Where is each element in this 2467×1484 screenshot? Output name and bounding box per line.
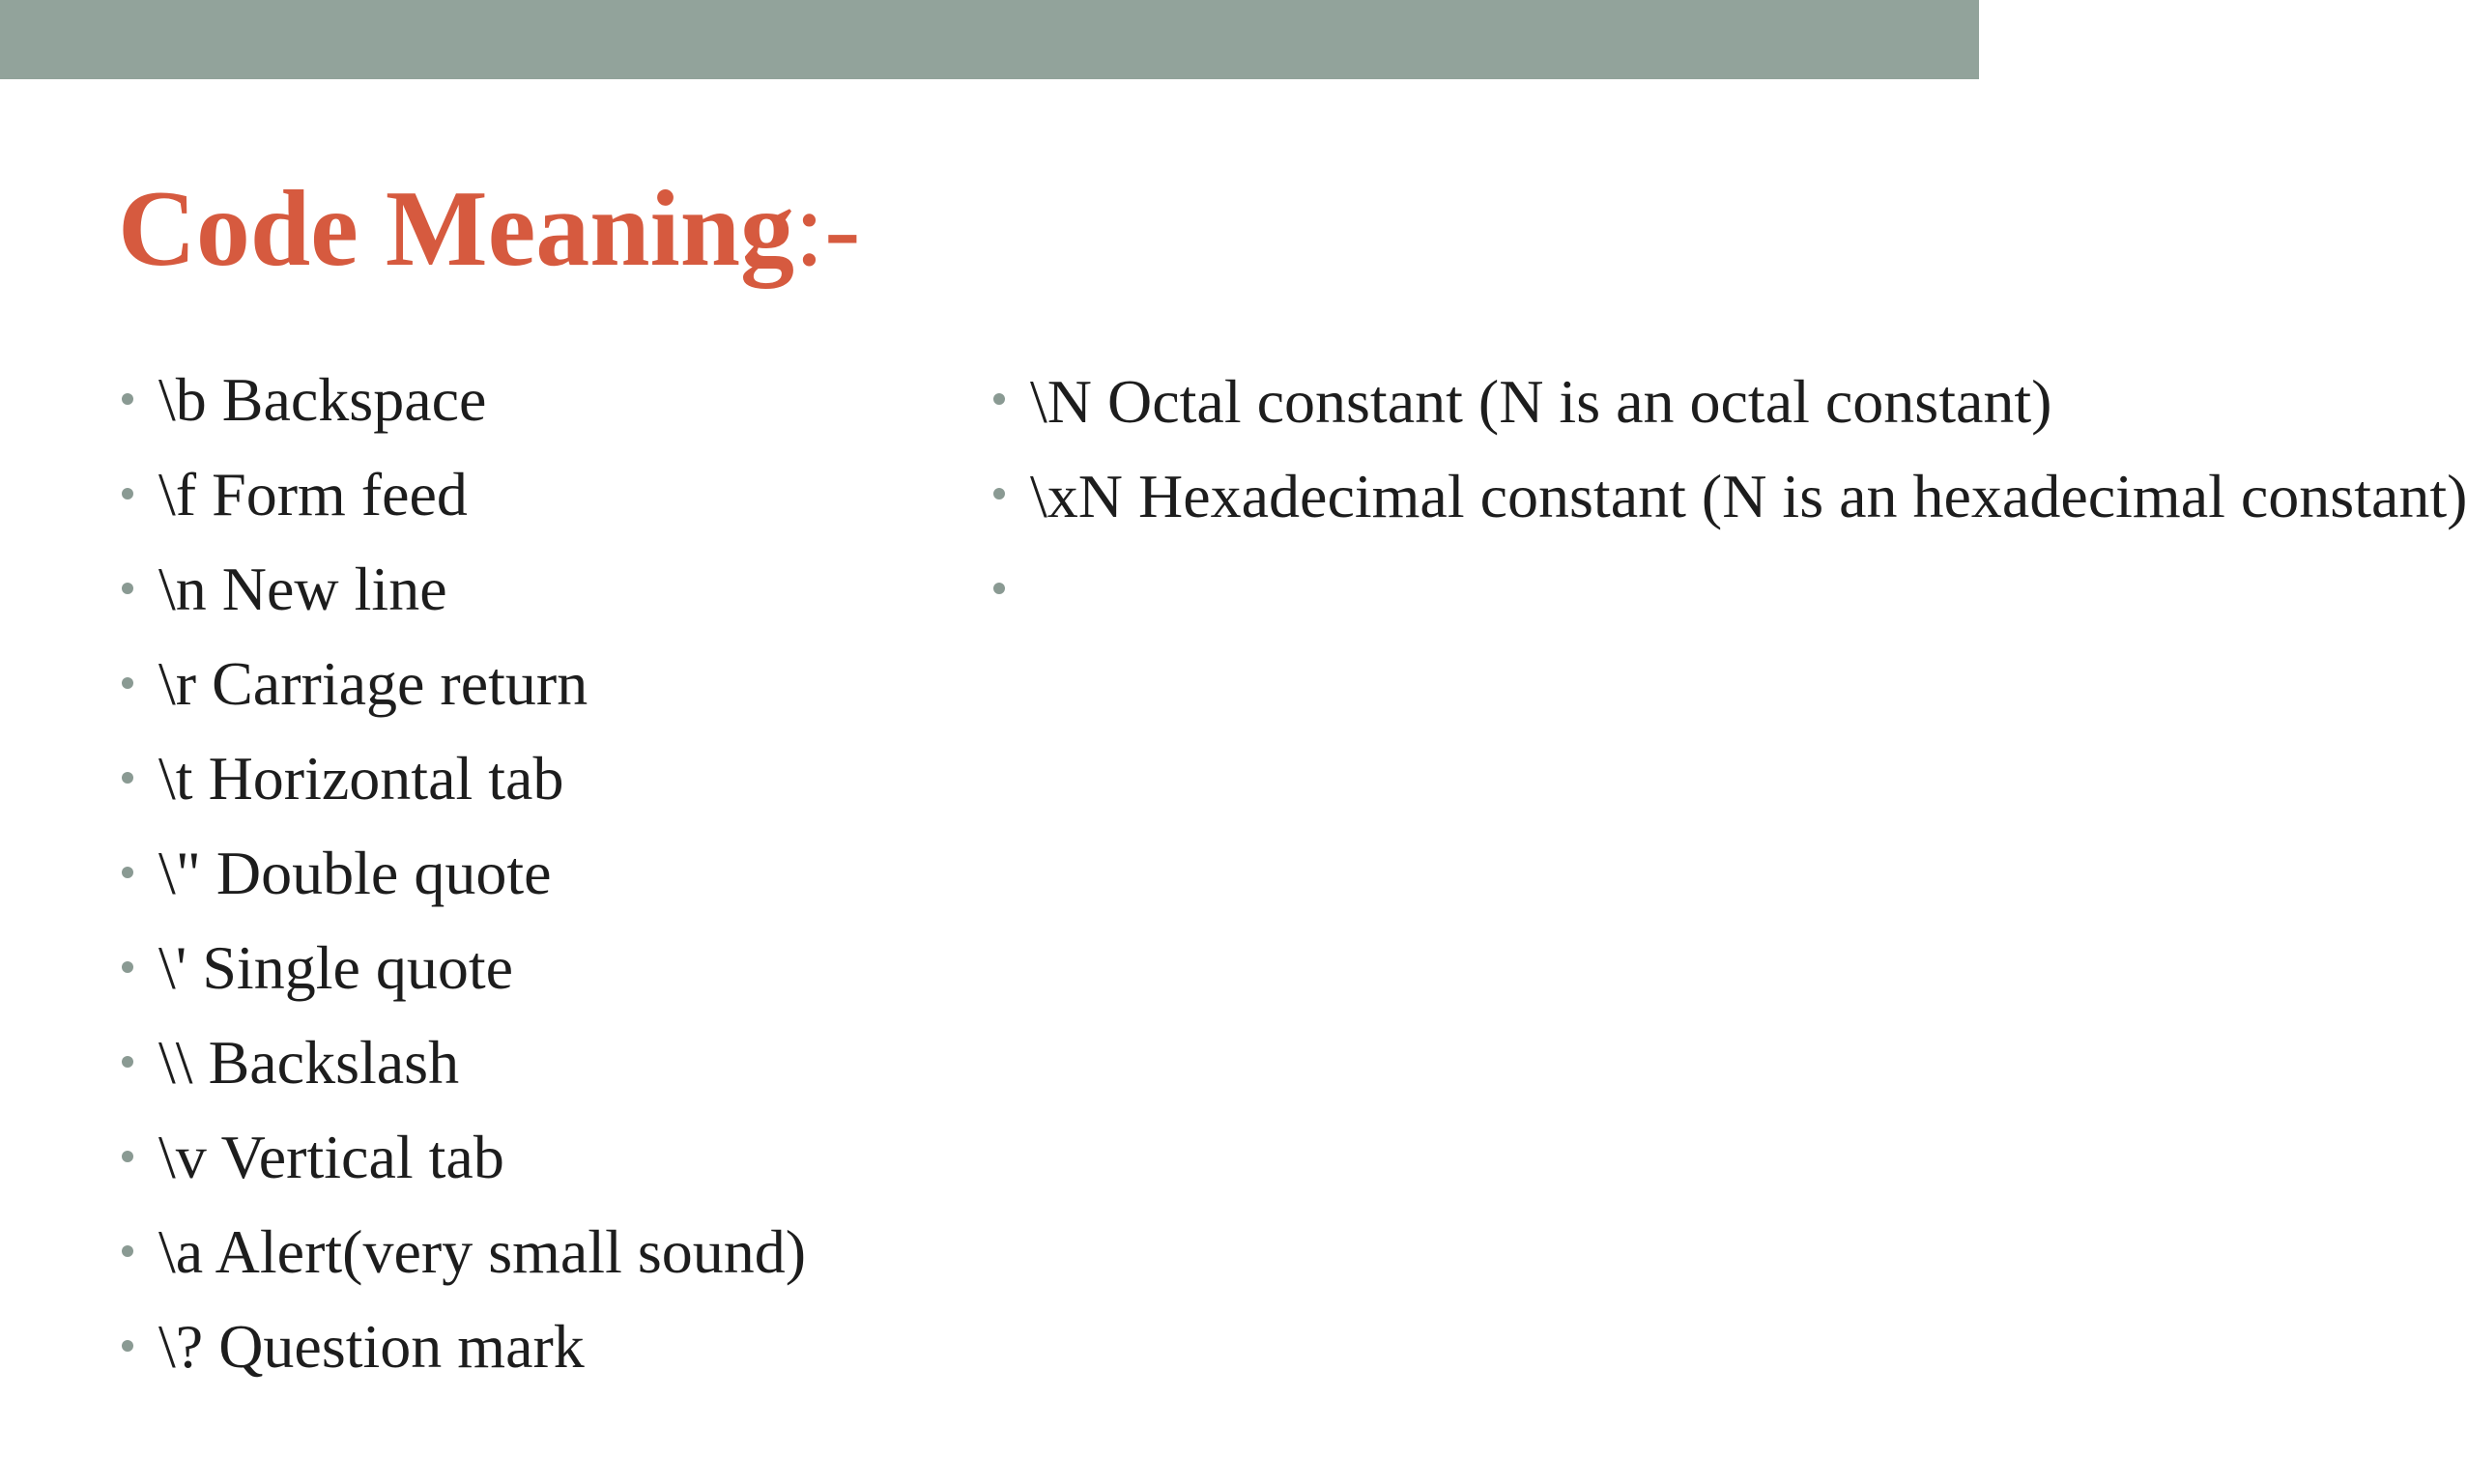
bullet-icon <box>122 1340 133 1352</box>
list-item <box>118 1214 968 1309</box>
list-item <box>118 1120 968 1214</box>
list-item <box>118 457 968 552</box>
list-item-text: \b Backspace <box>158 365 487 434</box>
list-item-text: \? Question mark <box>158 1312 585 1381</box>
list-item-text: \f Form feed <box>158 460 468 528</box>
slide-title <box>118 166 860 292</box>
bullet-icon <box>122 1151 133 1162</box>
list-item <box>118 836 968 930</box>
escape-list-left <box>118 362 968 1404</box>
list-item <box>118 1309 968 1404</box>
list-item-text: \a Alert(very small sound) <box>158 1217 807 1286</box>
list-item-text: \n New line <box>158 555 447 623</box>
list-item-text: \r Carriage return <box>158 649 588 718</box>
header-band <box>0 0 1979 79</box>
list-item-empty <box>990 552 1917 631</box>
bullet-icon <box>122 393 133 405</box>
list-item <box>990 362 2052 442</box>
bullet-icon <box>122 677 133 689</box>
list-item <box>118 646 968 741</box>
list-item <box>990 457 2467 536</box>
escape-list-right <box>990 362 2467 646</box>
list-item <box>118 741 968 836</box>
bullet-icon <box>122 772 133 784</box>
list-item-text: \v Vertical tab <box>158 1123 504 1191</box>
bullet-icon <box>122 488 133 499</box>
bullet-icon <box>993 393 1005 405</box>
bullet-icon <box>122 961 133 973</box>
bullet-icon <box>122 1056 133 1068</box>
bullet-icon <box>122 867 133 878</box>
bullet-icon <box>993 583 1005 594</box>
bullet-icon <box>122 583 133 594</box>
list-item-text: \xN Hexadecimal constant (N is an hexadecimal constant) <box>1030 462 2467 530</box>
list-item-text: \t Horizontal tab <box>158 744 564 813</box>
list-item <box>118 362 968 457</box>
list-item <box>118 1025 968 1120</box>
list-item-text: \" Double quote <box>158 839 552 907</box>
list-item-text: \' Single quote <box>158 933 514 1002</box>
slide-title-suffix: :- <box>794 169 861 289</box>
list-item <box>118 552 968 646</box>
bullet-icon <box>122 1245 133 1257</box>
list-item-text: \\ Backslash <box>158 1028 460 1097</box>
slide-title-text: Code Meaning <box>118 169 794 289</box>
list-item-text: \N Octal constant (N is an octal constant) <box>1030 367 2052 436</box>
list-item <box>118 930 968 1025</box>
bullet-icon <box>993 488 1005 499</box>
